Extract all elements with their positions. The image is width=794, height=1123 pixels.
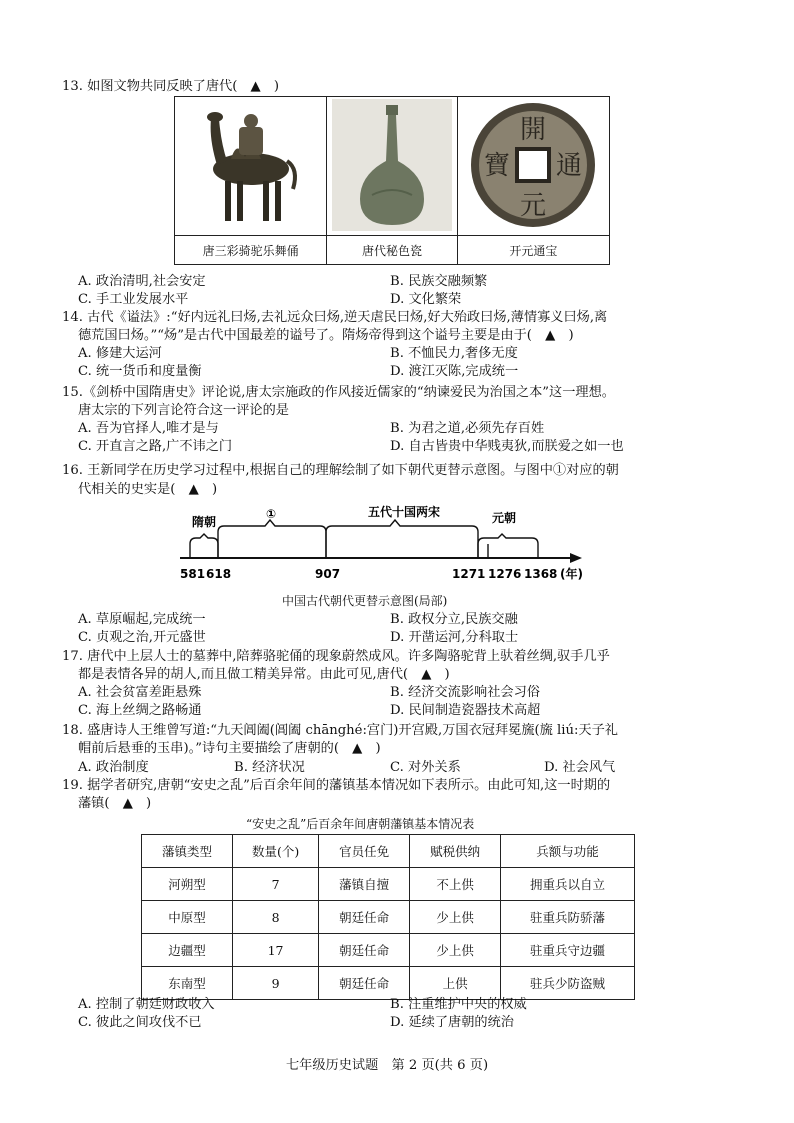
q16-line1: 16. 王新同学在历史学习过程中,根据自己的理解绘制了如下朝代更替示意图。与图中①对应的朝 xyxy=(62,463,619,478)
q17-line2: 都是表情各异的胡人,而且做工精美异常。由此可见,唐代( ▲ ) xyxy=(78,667,450,682)
q17-line1: 17. 唐代中上层人士的墓葬中,陪葬骆驼俑的现象蔚然成风。许多陶骆驼背上驮着丝绸,驭手几乎 xyxy=(62,649,610,664)
table-cell: 少上供 xyxy=(410,901,501,934)
q16-line2: 代相关的史实是( ▲ ) xyxy=(78,482,218,497)
caption-vase: 唐代秘色瓷 xyxy=(327,236,458,265)
year-1368: 1368 xyxy=(524,567,558,581)
coin-char-top: 開 xyxy=(520,114,547,145)
table-cell: 少上供 xyxy=(410,934,501,967)
fanzhen-table-title: “安史之乱”后百余年间唐朝藩镇基本情况表 xyxy=(246,817,475,831)
q18-option-c[interactable]: C. 对外关系 xyxy=(390,760,461,775)
q13-option-d[interactable]: D. 文化繁荣 xyxy=(390,292,462,307)
year-1271: 1271 xyxy=(452,567,486,581)
table-cell: 边疆型 xyxy=(142,934,233,967)
table-cell: 拥重兵以自立 xyxy=(501,868,635,901)
q14-line1: 14. 古代《谥法》:“好内远礼曰炀,去礼远众曰炀,逆天虐民曰炀,好大殆政曰炀,薄情寡义曰炀,离 xyxy=(62,310,608,325)
q17-option-b[interactable]: B. 经济交流影响社会习俗 xyxy=(390,685,540,700)
coin-char-right: 通 xyxy=(556,150,583,181)
q14-option-b[interactable]: B. 不恤民力,奢侈无度 xyxy=(390,346,518,361)
label-unknown: ① xyxy=(266,507,277,521)
table-cell: 驻重兵守边疆 xyxy=(501,934,635,967)
q18-option-b[interactable]: B. 经济状况 xyxy=(234,760,305,775)
table-cell: 9 xyxy=(232,967,318,1000)
table-cell: 朝廷任命 xyxy=(319,967,410,1000)
label-yuan: 元朝 xyxy=(492,511,517,525)
table-cell: 驻兵少防盗贼 xyxy=(501,967,635,1000)
label-sui: 隋朝 xyxy=(192,515,217,529)
q15-option-a[interactable]: A. 吾为官择人,唯才是与 xyxy=(78,421,219,436)
table-row xyxy=(142,868,635,901)
q18-option-a[interactable]: A. 政治制度 xyxy=(78,760,149,775)
table-cell: 藩镇自擅 xyxy=(319,868,410,901)
q15-option-c[interactable]: C. 开直言之路,广不讳之门 xyxy=(78,439,233,454)
q19-option-c[interactable]: C. 彼此之间攻伐不已 xyxy=(78,1015,202,1030)
q13-option-a[interactable]: A. 政治清明,社会安定 xyxy=(78,274,206,289)
table-cell: 8 xyxy=(232,901,318,934)
table-cell: 河朔型 xyxy=(142,868,233,901)
artifact-table xyxy=(174,96,610,265)
q14-line2: 德荒国曰炀。”“炀”是古代中国最差的谥号了。隋炀帝得到这个谥号主要是由于( ▲ ) xyxy=(78,328,574,343)
q19-option-d[interactable]: D. 延续了唐朝的统治 xyxy=(390,1015,514,1030)
timeline-caption: 中国古代朝代更替示意图(局部) xyxy=(282,594,448,608)
q19-line2: 藩镇( ▲ ) xyxy=(78,796,152,811)
table-header: 官员任免 xyxy=(319,835,410,868)
q17-option-c[interactable]: C. 海上丝绸之路畅通 xyxy=(78,703,202,718)
q18-line2: 帽前后悬垂的玉串)。”诗句主要描绘了唐朝的( ▲ ) xyxy=(78,741,381,756)
table-header: 藩镇类型 xyxy=(142,835,233,868)
q18-line1: 18. 盛唐诗人王维曾写道:“九天阊阖(阊阖 chānghé:宫门)开宫殿,万国衣冠拜冕旒(旒 liú:天子礼 xyxy=(62,723,618,738)
year-618: 618 xyxy=(206,567,232,581)
caption-camel: 唐三彩骑驼乐舞俑 xyxy=(175,236,327,265)
table-row xyxy=(142,901,635,934)
year-907: 907 xyxy=(315,567,341,581)
q19-option-b[interactable]: B. 注重维护中央的权威 xyxy=(390,997,527,1012)
q16-option-c[interactable]: C. 贞观之治,开元盛世 xyxy=(78,630,206,645)
year-581: 581 xyxy=(180,567,206,581)
table-cell: 17 xyxy=(232,934,318,967)
caption-coin: 开元通宝 xyxy=(457,236,609,265)
table-cell: 不上供 xyxy=(410,868,501,901)
coin-char-bottom: 元 xyxy=(520,190,547,221)
q18-option-d[interactable]: D. 社会风气 xyxy=(544,760,616,775)
fanzhen-table xyxy=(141,834,635,1000)
q13-stem: 13. 如图文物共同反映了唐代( ▲ ) xyxy=(62,79,280,94)
q14-option-a[interactable]: A. 修建大运河 xyxy=(78,346,162,361)
table-row xyxy=(142,934,635,967)
table-header: 兵额与功能 xyxy=(501,835,635,868)
camel-figurine-icon xyxy=(175,97,327,236)
q15-option-b[interactable]: B. 为君之道,必须先存百姓 xyxy=(390,421,545,436)
q13-option-c[interactable]: C. 手工业发展水平 xyxy=(78,292,189,307)
table-header: 赋税供纳 xyxy=(410,835,501,868)
dynasty-timeline xyxy=(170,500,600,590)
page-footer: 七年级历史试题 第 2 页(共 6 页) xyxy=(286,1058,489,1073)
table-cell: 驻重兵防骄藩 xyxy=(501,901,635,934)
table-cell: 7 xyxy=(232,868,318,901)
table-cell: 上供 xyxy=(410,967,501,1000)
q16-option-a[interactable]: A. 草原崛起,完成统一 xyxy=(78,612,206,627)
q17-option-a[interactable]: A. 社会贫富差距悬殊 xyxy=(78,685,202,700)
q15-option-d[interactable]: D. 自古皆贵中华贱夷狄,而朕爱之如一也 xyxy=(390,439,624,454)
table-row xyxy=(142,967,635,1000)
vase-icon xyxy=(327,97,458,236)
table-header: 数量(个) xyxy=(232,835,318,868)
year-1276: 1276 xyxy=(488,567,522,581)
q15-line1: 15.《剑桥中国隋唐史》评论说,唐太宗施政的作风接近儒家的“纳谏爱民为治国之本”这一理想。 xyxy=(62,385,615,400)
q19-line1: 19. 据学者研究,唐朝“安史之乱”后百余年间的藩镇基本情况如下表所示。由此可知,这一时期的 xyxy=(62,778,611,793)
q14-option-d[interactable]: D. 渡江灭陈,完成统一 xyxy=(390,364,519,379)
q14-option-c[interactable]: C. 统一货币和度量衡 xyxy=(78,364,202,379)
year-unit: (年) xyxy=(560,567,583,581)
coin-icon xyxy=(457,97,609,236)
q19-option-a[interactable]: A. 控制了朝廷财政收入 xyxy=(78,997,215,1012)
table-cell: 东南型 xyxy=(142,967,233,1000)
q16-option-d[interactable]: D. 开凿运河,分科取士 xyxy=(390,630,519,645)
coin-char-left: 寶 xyxy=(484,150,511,181)
q13-option-b[interactable]: B. 民族交融频繁 xyxy=(390,274,488,289)
q16-option-b[interactable]: B. 政权分立,民族交融 xyxy=(390,612,518,627)
table-cell: 中原型 xyxy=(142,901,233,934)
table-cell: 朝廷任命 xyxy=(319,901,410,934)
table-cell: 朝廷任命 xyxy=(319,934,410,967)
q17-option-d[interactable]: D. 民间制造瓷器技术高超 xyxy=(390,703,541,718)
label-wudai: 五代十国两宋 xyxy=(368,505,441,519)
q15-line2: 唐太宗的下列言论符合这一评论的是 xyxy=(78,403,289,418)
